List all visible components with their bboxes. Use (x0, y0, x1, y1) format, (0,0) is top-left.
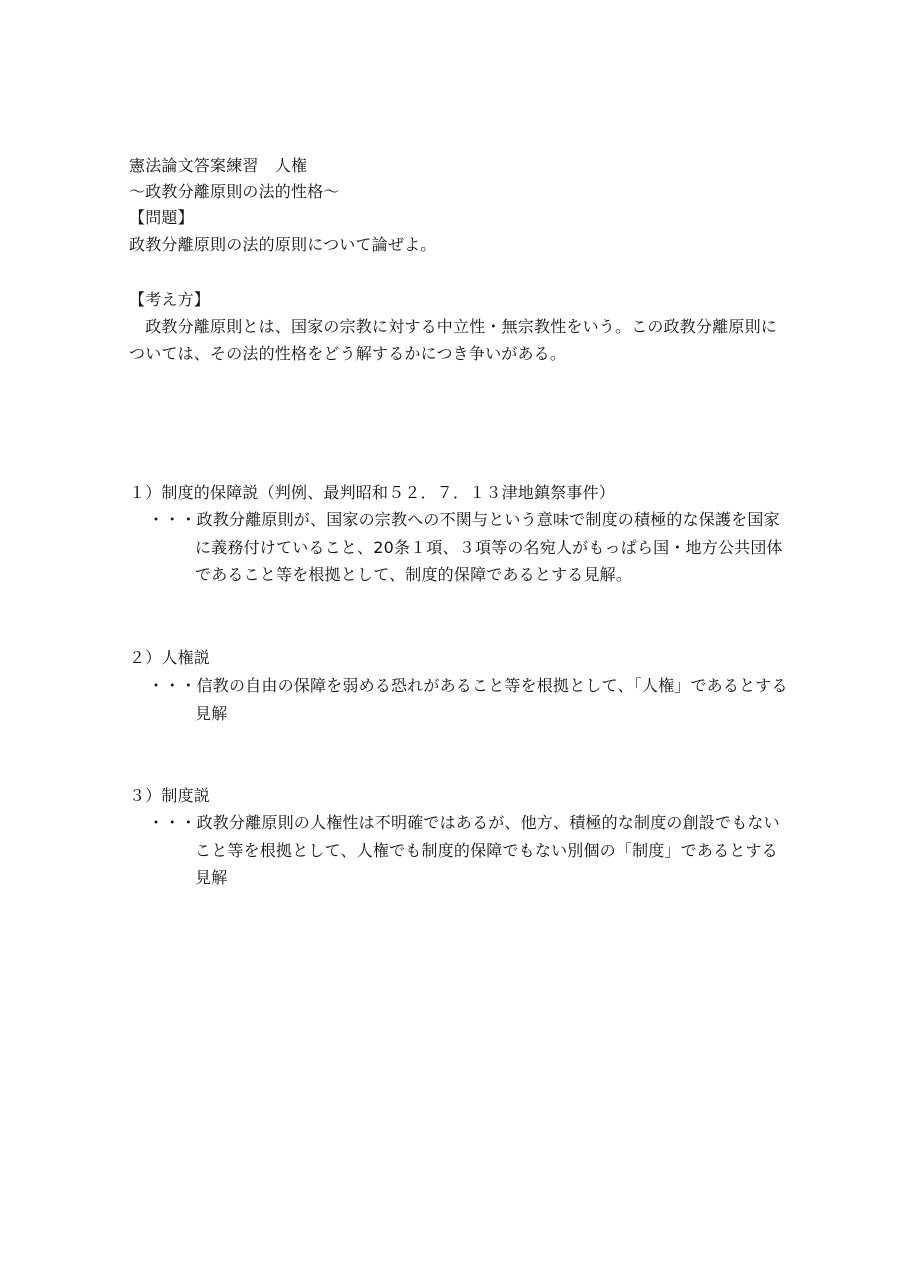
theory-body-line: 見解 (195, 704, 228, 723)
theory-body-line: に義務付けていること、20条１項、３項等の名宛人がもっぱら国・地方公共団体 (195, 538, 783, 557)
approach-text-line: 政教分離原則とは、国家の宗教に対する中立性・無宗教性をいう。この政教分離原則に (129, 317, 778, 336)
document-subtitle: ～政教分離原則の法的性格～ (129, 182, 340, 201)
theory-body-line: ・・・信教の自由の保障を弱める恐れがあること等を根拠として、「人権」であるとする (148, 676, 788, 695)
problem-heading: 【問題】 (129, 208, 194, 227)
theory-body-line: ・・・政教分離原則の人権性は不明確ではあるが、他方、積極的な制度の創設でもない (148, 813, 780, 832)
theory-heading-human-rights: ２）人権説 (129, 648, 211, 667)
theory-body-line: ・・・政教分離原則が、国家の宗教への不関与という意味で制度の積極的な保護を国家 (148, 510, 780, 529)
problem-text: 政教分離原則の法的原則について論ぜよ。 (129, 235, 437, 254)
theory-body-line: こと等を根拠として、人権でも制度的保障でもない別個の「制度」であるとする (195, 841, 778, 860)
approach-heading: 【考え方】 (129, 290, 211, 309)
theory-body-line: であること等を根拠として、制度的保障であるとする見解。 (195, 565, 633, 584)
document-title: 憲法論文答案練習 人権 (129, 156, 308, 175)
theory-heading-institution: ３）制度説 (129, 786, 211, 805)
theory-body-line: 見解 (195, 868, 228, 887)
theory-heading-institutional-guarantee: １）制度的保障説（判例、最判昭和５２．７．１３津地鎮祭事件） (129, 483, 616, 502)
approach-text-line: ついては、その法的性格をどう解するかにつき争いがある。 (129, 344, 567, 363)
